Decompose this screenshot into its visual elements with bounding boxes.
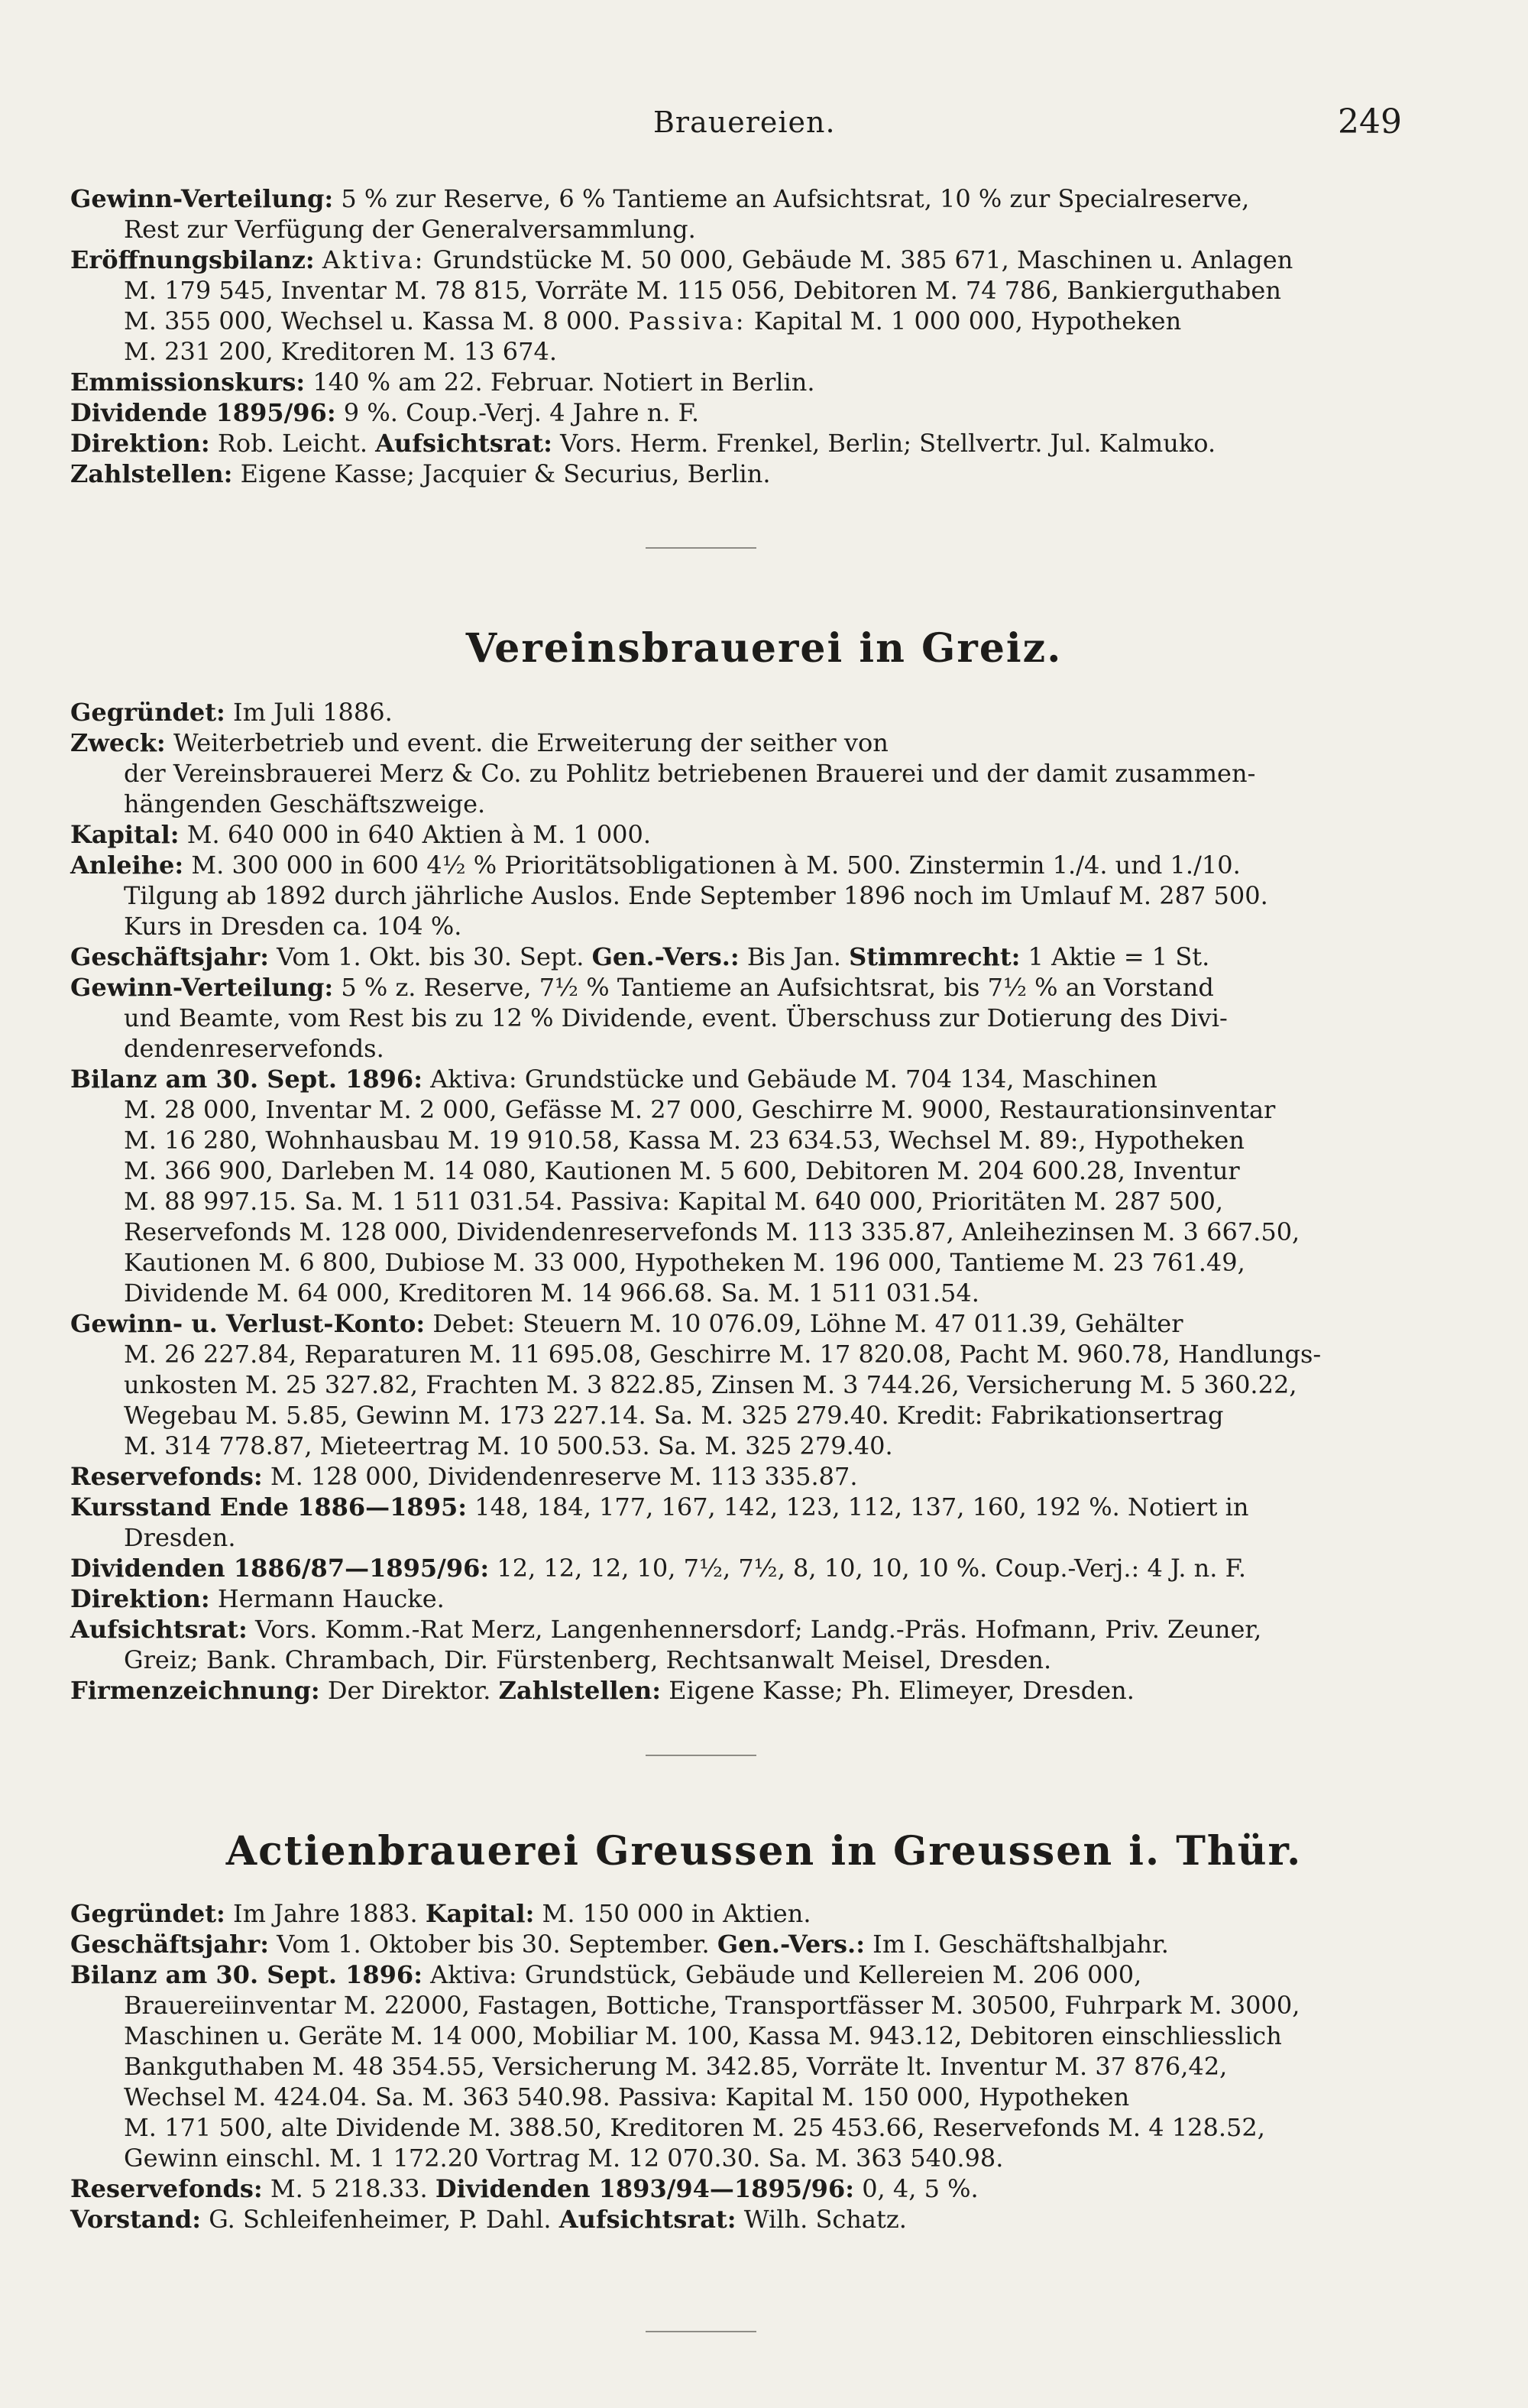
greiz-line xyxy=(70,1155,1407,1186)
section-greussen xyxy=(70,1898,1407,2235)
greiz-line xyxy=(70,972,1407,1003)
eroeffnung-text-3a: M. 355 000, Wechsel u. Kassa M. 8 000. xyxy=(124,306,621,335)
greussen-line xyxy=(70,1959,1407,1990)
greiz-text: Der Direktor. xyxy=(327,1676,491,1705)
greiz-line xyxy=(70,1247,1407,1278)
greussen-text: Wechsel M. 424.04. Sa. M. 363 540.98. Passiva: Kapital M. 150 000, Hypotheken xyxy=(124,2082,1130,2111)
greiz-text: M. 300 000 in 600 4½ % Prioritätsobligationen à M. 500. Zinstermin 1./4. und 1./10. xyxy=(191,851,1241,880)
greussen-text: Im Jahre 1883. xyxy=(232,1899,418,1928)
dividenden-label: Dividenden 1893/94—1895/96: xyxy=(435,2174,855,2203)
greiz-line xyxy=(70,1369,1407,1400)
eroeffnung-text-4: M. 231 200, Kreditoren M. 13 674. xyxy=(124,337,558,366)
gewinn-line xyxy=(70,183,1407,214)
dividende-line xyxy=(70,397,1407,428)
greiz-text: hängenden Geschäftszweige. xyxy=(124,789,486,818)
heading-greussen: Actienbrauerei Greussen in Greussen i. Thür. xyxy=(225,1828,1303,1875)
gen-vers-text: Im I. Geschäftshalbjahr. xyxy=(872,1930,1169,1959)
greiz-text: Tilgung ab 1892 durch jährliche Auslos. Ende September 1896 noch im Umlauf M. 287 500. xyxy=(124,881,1268,910)
greussen-line xyxy=(70,1929,1407,1959)
greussen-label: Gegründet: xyxy=(70,1899,225,1928)
greiz-line xyxy=(70,1522,1407,1553)
greiz-line xyxy=(70,1492,1407,1522)
greiz-text: M. 88 997.15. Sa. M. 1 511 031.54. Passiva: Kapital M. 640 000, Prioritäten M. 287 500, xyxy=(124,1187,1224,1216)
greiz-text: M. 16 280, Wohnhausbau M. 19 910.58, Kassa M. 23 634.53, Wechsel M. 89:, Hypotheken xyxy=(124,1126,1245,1155)
greiz-text: M. 28 000, Inventar M. 2 000, Gefässe M. 27 000, Geschirre M. 9000, Restaurationsinventar xyxy=(124,1095,1276,1124)
greiz-text: Reservefonds M. 128 000, Dividendenreservefonds M. 113 335.87, Anleihezinsen M. 3 667.50, xyxy=(124,1217,1300,1246)
greiz-text: M. 26 227.84, Reparaturen M. 11 695.08, Geschirre M. 17 820.08, Pacht M. 960.78, Handlungs- xyxy=(124,1340,1322,1369)
page-header xyxy=(0,102,1528,151)
greussen-line xyxy=(70,1990,1407,2021)
section-divider xyxy=(646,547,756,549)
zahlstellen-text: Eigene Kasse; Ph. Elimeyer, Dresden. xyxy=(668,1676,1135,1705)
greiz-line xyxy=(70,1583,1407,1614)
greiz-label: Firmenzeichnung: xyxy=(70,1676,320,1705)
emission-line xyxy=(70,367,1407,397)
gewinn-text: 5 % zur Reserve, 6 % Tantieme an Aufsichtsrat, 10 % zur Specialreserve, xyxy=(341,184,1250,213)
section-divider xyxy=(646,2331,756,2332)
direktion-line xyxy=(70,428,1407,459)
greiz-text: M. 314 778.87, Mieteertrag M. 10 500.53. Sa. M. 325 279.40. xyxy=(124,1431,893,1460)
greiz-line xyxy=(70,1400,1407,1431)
greiz-line xyxy=(70,1553,1407,1583)
aktiva-label: Aktiva: xyxy=(322,245,426,274)
greussen-text: Maschinen u. Geräte M. 14 000, Mobiliar M. 100, Kassa M. 943.12, Debitoren einschliesslich xyxy=(124,2021,1282,2050)
greussen-text: Brauereiinventar M. 22000, Fastagen, Bottiche, Transportfässer M. 30500, Fuhrpark M. 3000, xyxy=(124,1991,1300,2020)
greiz-line xyxy=(70,880,1407,911)
greiz-line xyxy=(70,1064,1407,1094)
eroeffnung-line-3 xyxy=(70,306,1407,336)
greiz-label: Zweck: xyxy=(70,728,166,757)
greussen-text: Bankguthaben M. 48 354.55, Versicherung M. 342.85, Vorräte lt. Inventur M. 37 876,42, xyxy=(124,2052,1228,2081)
dividenden-text: 0, 4, 5 %. xyxy=(862,2174,979,2203)
greiz-label: Gewinn-Verteilung: xyxy=(70,973,334,1002)
direktion-label: Direktion: xyxy=(70,429,210,458)
greiz-line xyxy=(70,1217,1407,1247)
zahlstellen-line xyxy=(70,459,1407,489)
greiz-label: Bilanz am 30. Sept. 1896: xyxy=(70,1065,422,1094)
greiz-line xyxy=(70,1614,1407,1645)
greussen-text: G. Schleifenheimer, P. Dahl. xyxy=(209,2205,552,2234)
greiz-text: unkosten M. 25 327.82, Frachten M. 3 822.85, Zinsen M. 3 744.26, Versicherung M. 5 360.22, xyxy=(124,1370,1297,1399)
greiz-text: 12, 12, 12, 10, 7½, 7½, 8, 10, 10, 10 %. Coup.-Verj.: 4 J. n. F. xyxy=(497,1554,1247,1583)
greiz-line xyxy=(70,1675,1407,1706)
greiz-text: Dividende M. 64 000, Kreditoren M. 14 966.68. Sa. M. 1 511 031.54. xyxy=(124,1279,979,1308)
aufsichtsrat-label: Aufsichtsrat: xyxy=(558,2205,736,2234)
greiz-line xyxy=(70,1003,1407,1033)
stimmrecht-label: Stimmrecht: xyxy=(849,942,1021,971)
greiz-line xyxy=(70,697,1407,728)
greussen-line xyxy=(70,2173,1407,2204)
heading-greiz: Vereinsbrauerei in Greiz. xyxy=(465,625,1063,672)
greiz-label: Aufsichtsrat: xyxy=(70,1615,248,1644)
greiz-text: 148, 184, 177, 167, 142, 123, 112, 137, 160, 192 %. Notiert in xyxy=(474,1492,1249,1522)
gewinn-label: Gewinn-Verteilung: xyxy=(70,184,334,213)
greiz-label: Gegründet: xyxy=(70,698,225,727)
greiz-text: Weiterbetrieb und event. die Erweiterung der seither von xyxy=(173,728,889,757)
greiz-text: Vors. Komm.-Rat Merz, Langenhennersdorf; Landg.-Präs. Hofmann, Priv. Zeuner, xyxy=(254,1615,1262,1644)
dividende-text: 9 %. Coup.-Verj. 4 Jahre n. F. xyxy=(343,398,700,427)
greiz-text: Aktiva: Grundstücke und Gebäude M. 704 134, Maschinen xyxy=(430,1065,1157,1094)
greiz-text: der Vereinsbrauerei Merz & Co. zu Pohlitz betriebenen Brauerei und der damit zusammen- xyxy=(124,759,1256,788)
greiz-line xyxy=(70,1339,1407,1369)
passiva-label: Passiva: xyxy=(628,306,746,335)
running-title: Brauereien. xyxy=(653,105,836,139)
eroeffnung-label: Eröffnungsbilanz: xyxy=(70,245,315,274)
greussen-label: Reservefonds: xyxy=(70,2174,263,2203)
greiz-text: Dresden. xyxy=(124,1523,236,1552)
greussen-text: Vom 1. Oktober bis 30. September. xyxy=(277,1930,710,1959)
greussen-line xyxy=(70,2082,1407,2112)
emission-label: Emmissionskurs: xyxy=(70,368,306,397)
eroeffnung-text-1: Grundstücke M. 50 000, Gebäude M. 385 671, Maschinen u. Anlagen xyxy=(432,245,1293,274)
greiz-line xyxy=(70,911,1407,941)
gen-vers-label: Gen.-Vers.: xyxy=(717,1930,865,1959)
greussen-line xyxy=(70,2051,1407,2082)
greiz-text: und Beamte, vom Rest bis zu 12 % Dividende, event. Überschuss zur Dotierung des Divi- xyxy=(124,1003,1228,1032)
greussen-line xyxy=(70,2021,1407,2051)
greiz-line xyxy=(70,728,1407,758)
greussen-label: Vorstand: xyxy=(70,2205,202,2234)
greiz-text: M. 366 900, Darleben M. 14 080, Kautionen M. 5 600, Debitoren M. 204 600.28, Inventur xyxy=(124,1156,1240,1185)
greiz-line xyxy=(70,941,1407,972)
greiz-label: Kapital: xyxy=(70,820,180,849)
greussen-line xyxy=(70,1898,1407,1929)
eroeffnung-text-3b: Kapital M. 1 000 000, Hypotheken xyxy=(753,306,1182,335)
greussen-text: Gewinn einschl. M. 1 172.20 Vortrag M. 12 070.30. Sa. M. 363 540.98. xyxy=(124,2144,1004,2173)
greiz-text: dendenreservefonds. xyxy=(124,1034,384,1063)
greiz-line xyxy=(70,1645,1407,1675)
section-greiz xyxy=(70,697,1407,1706)
greiz-text: M. 640 000 in 640 Aktien à M. 1 000. xyxy=(186,820,652,849)
section-divider xyxy=(646,1755,756,1756)
greiz-line xyxy=(70,1186,1407,1217)
greiz-line xyxy=(70,789,1407,819)
greiz-text: Kurs in Dresden ca. 104 %. xyxy=(124,912,462,941)
greussen-text: M. 171 500, alte Dividende M. 388.50, Kreditoren M. 25 453.66, Reservefonds M. 4 128.52, xyxy=(124,2113,1265,2142)
aufsichtsrat-text: Wilh. Schatz. xyxy=(743,2205,907,2234)
greiz-text: Wegebau M. 5.85, Gewinn M. 173 227.14. Sa. M. 325 279.40. Kredit: Fabrikationsertrag xyxy=(124,1401,1224,1430)
page-number: 249 xyxy=(1338,102,1402,141)
greiz-line xyxy=(70,1033,1407,1064)
aufsichtsrat-label: Aufsichtsrat: xyxy=(375,429,552,458)
aufsichtsrat-text: Vors. Herm. Frenkel, Berlin; Stellvertr. Jul. Kalmuko. xyxy=(560,429,1216,458)
greiz-text: Debet: Steuern M. 10 076.09, Löhne M. 47 011.39, Gehälter xyxy=(432,1309,1183,1338)
greussen-line xyxy=(70,2143,1407,2173)
greussen-label: Geschäftsjahr: xyxy=(70,1930,269,1959)
kapital-text: M. 150 000 in Aktien. xyxy=(542,1899,811,1928)
greiz-line xyxy=(70,1461,1407,1492)
greiz-line xyxy=(70,1431,1407,1461)
greiz-text: 5 % z. Reserve, 7½ % Tantieme an Aufsichtsrat, bis 7½ % an Vorstand xyxy=(341,973,1214,1002)
greiz-text: M. 128 000, Dividendenreserve M. 113 335.87. xyxy=(270,1462,858,1491)
section-previous xyxy=(70,183,1407,489)
greiz-label: Gewinn- u. Verlust-Konto: xyxy=(70,1309,426,1338)
greiz-line xyxy=(70,850,1407,880)
greussen-line xyxy=(70,2112,1407,2143)
greussen-label: Bilanz am 30. Sept. 1896: xyxy=(70,1960,422,1989)
eroeffnung-line xyxy=(70,245,1407,275)
gewinn-cont: Rest zur Verfügung der Generalversammlung. xyxy=(124,215,696,244)
emission-text: 140 % am 22. Februar. Notiert in Berlin. xyxy=(312,368,815,397)
greiz-line xyxy=(70,1094,1407,1125)
gen-vers-label: Gen.-Vers.: xyxy=(591,942,740,971)
gen-vers-text: Bis Jan. xyxy=(746,942,841,971)
greiz-text: Kautionen M. 6 800, Dubiose M. 33 000, Hypotheken M. 196 000, Tantieme M. 23 761.49, xyxy=(124,1248,1245,1277)
greussen-line xyxy=(70,2204,1407,2235)
direktion-text: Rob. Leicht. xyxy=(217,429,367,458)
greiz-text: Vom 1. Okt. bis 30. Sept. xyxy=(277,942,584,971)
greiz-label: Direktion: xyxy=(70,1584,210,1613)
stimmrecht-text: 1 Aktie = 1 St. xyxy=(1028,942,1210,971)
greiz-label: Geschäftsjahr: xyxy=(70,942,269,971)
greiz-label: Kursstand Ende 1886—1895: xyxy=(70,1492,468,1522)
kapital-label: Kapital: xyxy=(425,1899,535,1928)
zahlstellen-text: Eigene Kasse; Jacquier & Securius, Berlin. xyxy=(240,459,771,488)
greiz-line xyxy=(70,1278,1407,1308)
greiz-label: Dividenden 1886/87—1895/96: xyxy=(70,1554,490,1583)
eroeffnung-text-2: M. 179 545, Inventar M. 78 815, Vorräte M. 115 056, Debitoren M. 74 786, Bankierguthaben xyxy=(124,276,1281,305)
greiz-line xyxy=(70,758,1407,789)
greiz-text: Hermann Haucke. xyxy=(217,1584,445,1613)
dividende-label: Dividende 1895/96: xyxy=(70,398,336,427)
greiz-line xyxy=(70,819,1407,850)
greiz-line xyxy=(70,1125,1407,1155)
zahlstellen-label: Zahlstellen: xyxy=(498,1676,662,1705)
greiz-text: Greiz; Bank. Chrambach, Dir. Fürstenberg, Rechtsanwalt Meisel, Dresden. xyxy=(124,1645,1052,1674)
greiz-line xyxy=(70,1308,1407,1339)
greiz-label: Anleihe: xyxy=(70,851,184,880)
greiz-text: Im Juli 1886. xyxy=(232,698,393,727)
greiz-label: Reservefonds: xyxy=(70,1462,263,1491)
greussen-text: M. 5 218.33. xyxy=(270,2174,428,2203)
zahlstellen-label: Zahlstellen: xyxy=(70,459,233,488)
greussen-text: Aktiva: Grundstück, Gebäude und Kellereien M. 206 000, xyxy=(430,1960,1142,1989)
